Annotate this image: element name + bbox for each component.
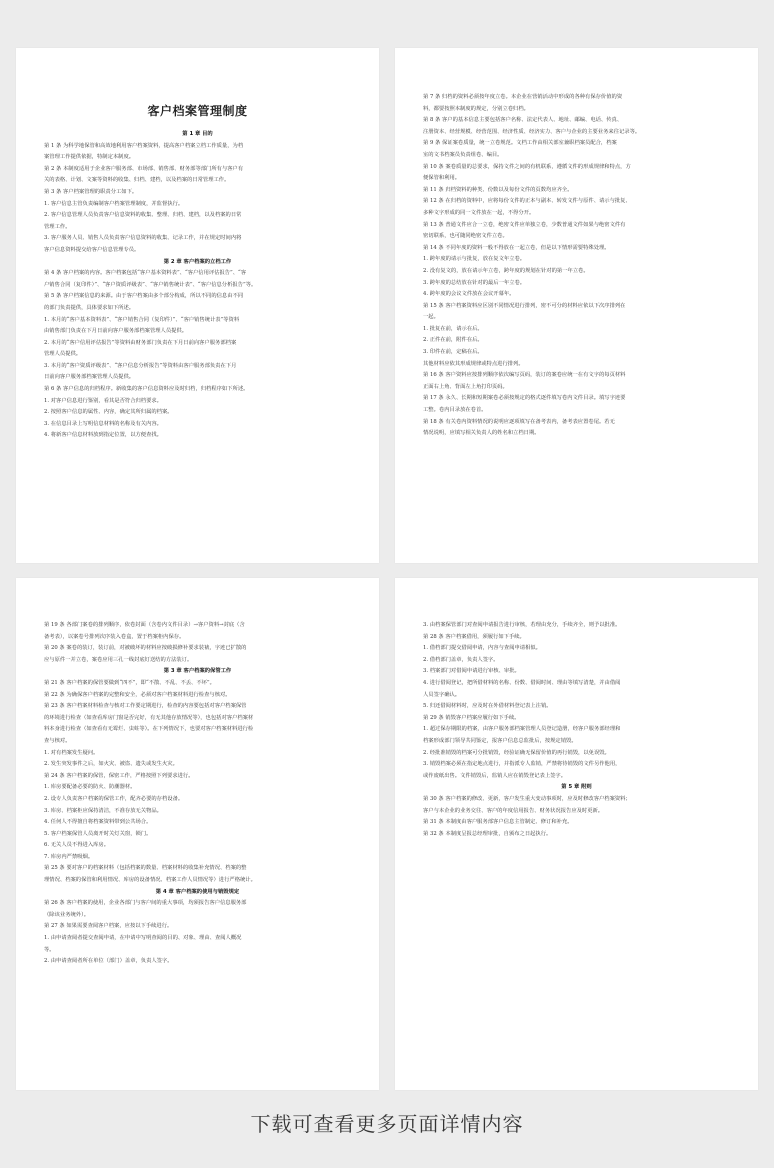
text-line: 第 8 条 客户的基本信息主要包括客户名称、法定代表人、地址、邮编、电话、传真、 (423, 117, 623, 124)
page-body (44, 620, 351, 968)
page-body (44, 129, 351, 442)
text-line: 1. 超过保存期限的档案，由客户服务部档案管理人员登记造册，经客户服务部经理和 (423, 726, 621, 733)
text-line: 4. 任何人不得擅自将档案资料带到公共场合。 (44, 819, 152, 826)
text-line: 2. 设专人负责客户档案的保管工作，配齐必要的存档设备。 (44, 795, 184, 802)
text-line: 第 12 条 在归档的资料中，应将每份文件的正本与副本、转发文件与原件、请示与批复、 (423, 198, 631, 205)
text-line: 情况说明，应填写相关负责人的姓名和立档日期。 (423, 430, 540, 437)
document-title: 客户档案管理制度 (147, 104, 248, 118)
document-page-3 (16, 578, 379, 1090)
text-line: 户销售合同（复印件）”、“客户资质评级表”、“客户销售统计表”、“客户信息分析报告”等。 (44, 281, 257, 288)
text-line: 7. 库房内严禁吸烟。 (44, 853, 94, 860)
text-line: 第 11 条 归档资料的种类、份数以及每份文件的页数均应齐全。 (423, 186, 573, 193)
text-line: 第 32 条 本制度呈报总经理审批，自颁布之日起执行。 (423, 830, 552, 837)
text-line: 第 7 条 归档的资料必须按年度立卷。本企业在营销活动中形成的各种有保存价值的资 (423, 94, 623, 100)
text-line: 2. 客户信息管理人员负责客户信息资料的收集、整理、归档、建档，以及档案的日常 (44, 212, 242, 219)
page-body (423, 92, 730, 440)
text-line: 3. 客户服务人员、销售人员负责客户信息资料的收集、记录工作，并在规定时间内将 (44, 235, 242, 242)
text-line: 2. 正件在前，附件在后。 (423, 337, 483, 344)
text-line: 料本身进行检查（如查看有无霉烂、虫蛀等）。在下列情况下，也要对客户档案材料进行检 (44, 726, 254, 733)
text-line: 由销售部门负责在下月日前向客户服务部档案管理人员提供。 (44, 328, 188, 335)
text-line: 1. 批复在前，请示在后。 (423, 325, 483, 332)
text-line: 第 6 条 客户信息的归档程序。新收集的客户信息资料应及时归档，归档程序如下所述。 (44, 386, 249, 393)
text-line: 1. 由申请查阅者提交查阅申请，在申请中写明查阅的目的、对象、理由、查阅人概况 (44, 935, 242, 942)
document-page-1 (16, 48, 379, 563)
text-line: 工整。卷内目录放在卷首。 (423, 407, 487, 414)
text-line: （除该业务统外）。 (44, 911, 90, 918)
text-line: 第 25 条 要对客户的档案材料（包括档案的数量、档案材料的收集补充情况、档案的整 (44, 865, 247, 872)
text-line: 2. 由申请查阅者所在单位（部门）盖章，负责人签字。 (44, 958, 173, 965)
text-line: 1. 本月的“客户基本资料表”、“客户销售合同（复印件）”、“客户销售统计表”等资料 (44, 316, 240, 323)
text-line: 或作废纸出售。文件销毁后，监销人应在销毁登记表上签字。 (423, 772, 567, 779)
document-page-4 (395, 578, 758, 1090)
text-line: 2. 借档部门盖章，负责人签字。 (423, 656, 499, 663)
text-line: 1. 对有档案发生疑问。 (44, 749, 99, 756)
text-line: 3. 跨年度的总结放在针对的最后一年立卷。 (423, 279, 526, 286)
text-line: 2. 没有复文的，放在请示年立卷，跨年度的规划在针对的第一年立卷。 (423, 267, 589, 274)
text-line: 客户信息资料提交给客户信息管理专员。 (44, 246, 140, 253)
text-line: 客户与本企业的业务交往、客户的年度信用报告、财务状况报告应及时更新。 (423, 807, 604, 814)
text-line: 第 19 条 各部门案卷的排列顺序，依卷封面（含卷内文件目录）→客户资料→封底（含 (44, 622, 245, 628)
text-line: 4. 将新客户信息材料放到指定位置，以方便查找。 (44, 432, 162, 439)
text-line: 1. 库房要配备必要的防火、防潮器材。 (44, 784, 136, 791)
text-line: 第 2 条 本制度适用于企业客户服务部、市场部、销售部、财务部等部门所有与客户有 (44, 165, 244, 172)
text-line: 等。 (44, 946, 55, 953)
chapter-heading: 第 3 章 客户档案的保管工作 (163, 668, 232, 675)
chapter-heading: 第 4 章 客户档案的使用与销毁规定 (155, 888, 240, 895)
text-line: 第 31 条 本制度由客户服务部客户信息主管制定、修订和补充。 (423, 819, 573, 826)
text-line: 3. 在信息目录上写明信息材料的名称及有关内容。 (44, 420, 162, 427)
text-line: 其他材料应依其形成规律或特点进行排列。 (423, 360, 524, 367)
text-line: 查与核对。 (44, 737, 71, 744)
text-line: 注册资本、经营规模、经营范围、经济性质、经济实力、客户与企业的主要业务来往记录等。 (423, 128, 641, 135)
text-line: 2. 本月的“客户信用评估报告”等资料由财务部门负责在下月日前向客户服务部档案 (44, 339, 237, 346)
text-line: 2. 按照客户信息的属性、内容，确定其所归属的档案。 (44, 409, 173, 416)
text-line: 的部门负责提供，具体要求如下所述。 (44, 304, 135, 311)
download-caption[interactable]: 下载可查看更多页面详情内容 (250, 1112, 524, 1136)
text-line: 备考表），以案卷号排列次序装入卷盒，置于档案柜内保存。 (44, 633, 185, 640)
text-line: 档案形成部门领导共同鉴定，报客户信息总监批后，按规定销毁。 (423, 737, 577, 744)
text-line: 4. 进行借阅登记，把所借材料的名称、份数、借阅时间、理由等填写清楚，并由借阅 (423, 679, 621, 686)
text-line: 5. 客户档案保管人员离开时关灯关窗，锁门。 (44, 830, 152, 837)
text-line: 正面右上角、背面左上角打印页码。 (423, 383, 508, 390)
text-line: 第 10 条 案卷质量的总要求，保持文件之间的有机联系，遵循文件的形成规律和特点，方 (423, 163, 631, 170)
chapter-heading: 第 1 章 目的 (182, 131, 213, 137)
text-line: 第 13 条 普通文件应合一立卷，绝密文件应单独立卷，少数普通文件如果与绝密文件有 (423, 221, 626, 228)
text-line: 第 16 条 客户资料应按排列顺序依次编写页码，装订的案卷应统一在有文字的每页材料 (423, 372, 626, 379)
text-line: 第 24 条 客户档案的保管，保密工作，严格按照下列要求进行。 (44, 772, 194, 779)
text-line: 第 15 条 客户档案资料应区别不同情况进行排列，密不可分的材料应依以下次序排列在 (423, 302, 626, 309)
document-page-2 (395, 48, 758, 563)
text-line: 第 30 条 客户档案的修改、更新，客户发生重大变动事项时，应及时修改客户档案资料； (423, 795, 631, 802)
text-line: 管理人员提供。 (44, 351, 82, 358)
text-line: 1. 跨年度的请示与批复，放在复文年立卷。 (423, 256, 526, 263)
text-line: 4. 跨年度的会议文件放在会议开幕年。 (423, 291, 515, 298)
text-line: 第 9 条 保证案卷质量，统一立卷规范。文档工作由相关部室兼职档案员配合，档案 (423, 140, 617, 147)
text-line: 3. 由档案保管部门对查阅申请报告进行审核，若理由充分，手续齐全，则予以批准。 (423, 622, 621, 628)
text-line: 第 22 条 为确保客户档案的完整和安全，必须对客户档案材料进行检查与核对。 (44, 691, 231, 698)
text-line: 2. 发生突发事件之后，如火灾、被盗、遗失或发生火灾。 (44, 761, 178, 768)
text-line: 2. 经批准销毁的档案可分批销毁，经验证确无保留价值的再行销毁，以免误毁。 (423, 749, 610, 756)
text-line: 1. 对客户信息进行鉴别，看其是否符合归档要求。 (44, 397, 162, 404)
text-line: 第 29 条 销毁客户档案应履行如下手续。 (423, 714, 520, 721)
text-line: 1. 借档部门提交借阅申请，内容与查阅申请相似。 (423, 645, 541, 652)
text-line: 3. 销毁档案必须在指定地点进行，并指派专人监销，严禁将待销毁的文件另作他用， (423, 761, 621, 768)
text-line: 第 14 条 不同年度的资料一般不得放在一起立卷，但是以下情形需要特殊处理。 (423, 244, 610, 251)
text-line: 多种文字形成的同一文件放在一起，不得分开。 (423, 209, 535, 216)
text-line: 6. 无关人员不得进入库房。 (44, 842, 110, 849)
text-line: 一起。 (423, 314, 439, 321)
text-line: 理情况、档案的保管和利用情况、库房的设备情况、档案工作人员情况等）进行严格统计。 (44, 877, 256, 884)
page-body (423, 620, 730, 840)
text-line: 第 1 条 为科学地保管和高效地利用客户档案资料，提高客户档案立档工作质量，为档 (44, 142, 244, 149)
text-line: 第 26 条 客户档案的使用，企业各部门与客户间的重大事项，均须报告客户信息服务部 (44, 900, 247, 907)
text-line: 第 21 条 客户档案的保管要做到“四不”，即“不散、不乱、不丢、不坏”。 (44, 679, 215, 686)
chapter-heading: 第 5 章 附则 (561, 784, 592, 791)
text-line: 第 20 条 案卷的装订，装订前，对被破坏的材料应按破损修补要求装裱，字迹已扩散的 (44, 645, 247, 652)
text-line: 第 18 条 有关卷内资料情况的说明应逐项填写在备考表内，备考表应置卷尾。若无 (423, 418, 615, 425)
text-line: 3. 印件在前，定稿在后。 (423, 349, 483, 356)
text-line: 第 17 条 永久、长期和短期案卷必须按规定的格式逐件填写卷内文件目录。填写字迹要 (423, 395, 626, 402)
text-line: 管理工作。 (44, 223, 71, 230)
text-line: 关的表格、计划、文案等资料的收集、归档、建档，以及档案的日常管理工作。 (44, 177, 230, 184)
text-line: 人员签字确认。 (423, 691, 461, 698)
text-line: 第 4 条 客户档案的内容。客户档案包括“客户基本资料表”、“客户信用评估报告”、“客 (44, 270, 247, 277)
text-line: 便保管和利用。 (423, 175, 461, 182)
text-line: 密切联系，也可随同绝密文件立卷。 (423, 233, 508, 240)
chapter-heading: 第 2 章 客户档案的立档工作 (163, 258, 232, 265)
text-line: 第 3 条 客户档案管理的职责分工如下。 (44, 188, 138, 195)
text-line: 第 5 条 客户档案信息的来源。由于客户档案由多个部分构成，所以不同的信息由不同 (44, 293, 244, 300)
text-line: 第 27 条 如果需要查阅客户档案，应按以下手续进行。 (44, 923, 173, 930)
text-line: 第 23 条 客户档案材料检查与核对工作要定期进行，检查的内容要包括对客户档案保管 (44, 703, 247, 710)
text-line: 室的文书档案员负责组卷、编目。 (423, 151, 503, 158)
text-line: 料，都要按照本制度的规定，分别立卷归档。 (423, 105, 529, 112)
text-line: 3. 本月的“客户资质评级表”、“客户信息分析报告”等资料由客户服务部负责在下月 (44, 362, 237, 369)
text-line: 3. 档案部门对借阅申请进行审核、审批。 (423, 668, 520, 675)
text-line: 案管理工作提供依据，特制定本制度。 (44, 154, 135, 161)
text-line: 1. 客户信息主管负责编制客户档案管理制度，并监督执行。 (44, 200, 184, 207)
text-line: 日前向客户服务部档案管理人员提供。 (44, 374, 135, 381)
text-line: 第 28 条 客户档案借用，须履行如下手续。 (423, 633, 525, 640)
text-line: 3. 库房、档案柜应保持清洁，不准存放无关物品。 (44, 807, 162, 814)
text-line: 5. 归还借阅材料时，应及时在外借材料登记表上注销。 (423, 703, 552, 710)
text-line: 应与原件一并立卷，案卷应用三孔一线封底钉送结的方法装订。 (44, 656, 193, 663)
text-line: 的环境进行检查（如查看库房门窗是否完好，有无其他存放情况等），也包括对客户档案材 (44, 714, 254, 721)
